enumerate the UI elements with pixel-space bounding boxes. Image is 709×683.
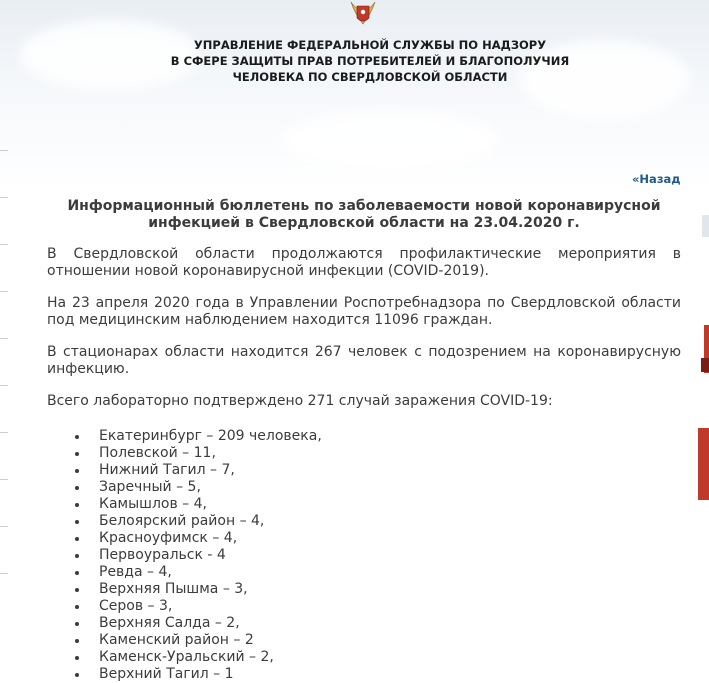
header-line-2: В СФЕРЕ ЗАЩИТЫ ПРАВ ПОТРЕБИТЕЛЕЙ И БЛАГОПОЛУЧИЯ <box>170 54 570 68</box>
list-item-label: Первоуральск - 4 <box>99 547 226 563</box>
list-item-label: Полевской – 11, <box>99 445 216 461</box>
bullet-icon <box>75 435 79 439</box>
list-item-label: Верхняя Пышма – 3, <box>99 581 248 597</box>
list-item <box>99 666 681 683</box>
paragraph: На 23 апреля 2020 года в Управлении Роспотребнадзора по Свердловской области под медицинским наблюдением находится 11096 граждан. <box>47 295 681 328</box>
title-line-2: инфекцией в Свердловской области на 23.04.2020 г. <box>148 215 580 231</box>
list-item <box>99 479 681 496</box>
list-item <box>99 632 681 649</box>
list-item <box>99 513 681 530</box>
emblem-icon <box>343 0 383 28</box>
list-item <box>99 462 681 479</box>
bullet-icon <box>75 605 79 609</box>
bullet-icon <box>75 520 79 524</box>
header-background <box>0 0 709 190</box>
header-line-3: ЧЕЛОВЕКА ПО СВЕРДЛОВСКОЙ ОБЛАСТИ <box>232 70 508 84</box>
list-item-label: Верхняя Салда – 2, <box>99 615 240 631</box>
header-line-1: УПРАВЛЕНИЕ ФЕДЕРАЛЬНОЙ СЛУЖБЫ ПО НАДЗОРУ <box>193 38 547 52</box>
list-item-label: Заречный – 5, <box>99 479 201 495</box>
list-item <box>99 649 681 666</box>
list-item <box>99 530 681 547</box>
list-item <box>99 598 681 615</box>
list-item <box>99 445 681 462</box>
cases-list <box>47 428 681 683</box>
bullet-icon <box>75 469 79 473</box>
bullet-icon <box>75 554 79 558</box>
title-line-1: Информационный бюллетень по заболеваемости новой коронавирусной <box>67 198 661 214</box>
bullet-icon <box>75 452 79 456</box>
list-item <box>99 581 681 598</box>
paragraph: В Свердловской области продолжаются профилактические мероприятия в отношении новой коронавирусной инфекции (COVID-2019). <box>47 246 681 279</box>
bulletin-content <box>47 246 681 683</box>
list-item-label: Каменск-Уральский – 2, <box>99 649 274 665</box>
list-item-label: Нижний Тагил – 7, <box>99 462 235 478</box>
list-item-label: Белоярский район – 4, <box>99 513 265 529</box>
list-item-label: Серов – 3, <box>99 598 173 614</box>
list-item <box>99 547 681 564</box>
bullet-icon <box>75 486 79 490</box>
list-item-label: Ревда – 4, <box>99 564 172 580</box>
bullet-icon <box>75 537 79 541</box>
bullet-icon <box>75 503 79 507</box>
list-item-label: Красноуфимск – 4, <box>99 530 238 546</box>
paragraph: Всего лабораторно подтверждено 271 случай заражения COVID-19: <box>47 393 553 409</box>
paragraph: В стационарах области находится 267 человек с подозрением на коронавирусную инфекцию. <box>47 344 681 377</box>
list-item <box>99 428 681 445</box>
back-link[interactable]: «Назад <box>632 172 681 186</box>
cloud-decoration <box>280 110 500 170</box>
bulletin-title <box>40 198 688 232</box>
list-item-label: Камышлов – 4, <box>99 496 207 512</box>
bullet-icon <box>75 656 79 660</box>
bullet-icon <box>75 639 79 643</box>
list-item <box>99 615 681 632</box>
bullet-icon <box>75 622 79 626</box>
right-banner-edge <box>698 200 709 667</box>
list-item <box>99 564 681 581</box>
list-item-label: Екатеринбург – 209 человека, <box>99 428 322 444</box>
bullet-icon <box>75 571 79 575</box>
bullet-icon <box>75 588 79 592</box>
list-item <box>99 496 681 513</box>
bullet-icon <box>75 673 79 677</box>
list-item-label: Каменский район – 2 <box>99 632 254 648</box>
list-item-label: Верхний Тагил – 1 <box>99 666 234 682</box>
agency-header <box>150 37 590 85</box>
left-sidebar-edge <box>0 150 8 620</box>
